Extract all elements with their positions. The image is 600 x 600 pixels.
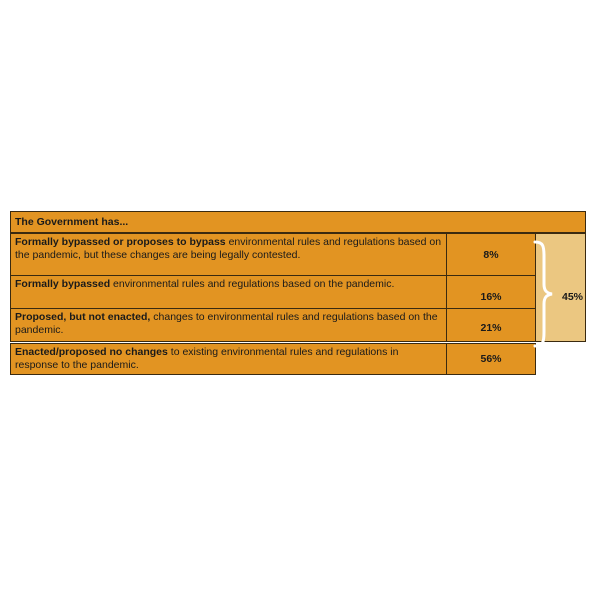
row-text: environmental rules and regulations based on the pandemic. [110,278,395,290]
brace-path [535,242,552,346]
row-value: 16% [480,291,502,303]
row-description [11,234,447,275]
row-text: to existing environmental rules and regulations in response to the pandemic. [15,346,399,371]
row-value: 21% [480,322,502,334]
table-title: The Government has... [15,216,129,228]
table-header [10,211,586,233]
row-value: 8% [483,248,499,261]
curly-brace-icon [532,240,558,348]
row-description [11,309,447,341]
group-total-label: 45% [562,291,584,303]
row-bold-text: Formally bypassed or proposes to bypass [15,236,226,248]
table-row [10,233,536,276]
row-description [11,344,447,374]
row-bold-text: Formally bypassed [15,278,111,290]
table-row [10,343,536,375]
row-bold-text: Enacted/proposed no changes [15,346,168,358]
row-description [11,276,447,308]
row-text: changes to environmental rules and regulations based on the pandemic. [15,311,438,336]
row-bold-text: Proposed, but not enacted, [15,311,151,323]
row-value: 56% [480,353,502,365]
table-row [10,308,536,342]
row-text: environmental rules and regulations based on the pandemic, but these changes are being legally contested. [15,236,442,261]
table-row [10,275,536,309]
